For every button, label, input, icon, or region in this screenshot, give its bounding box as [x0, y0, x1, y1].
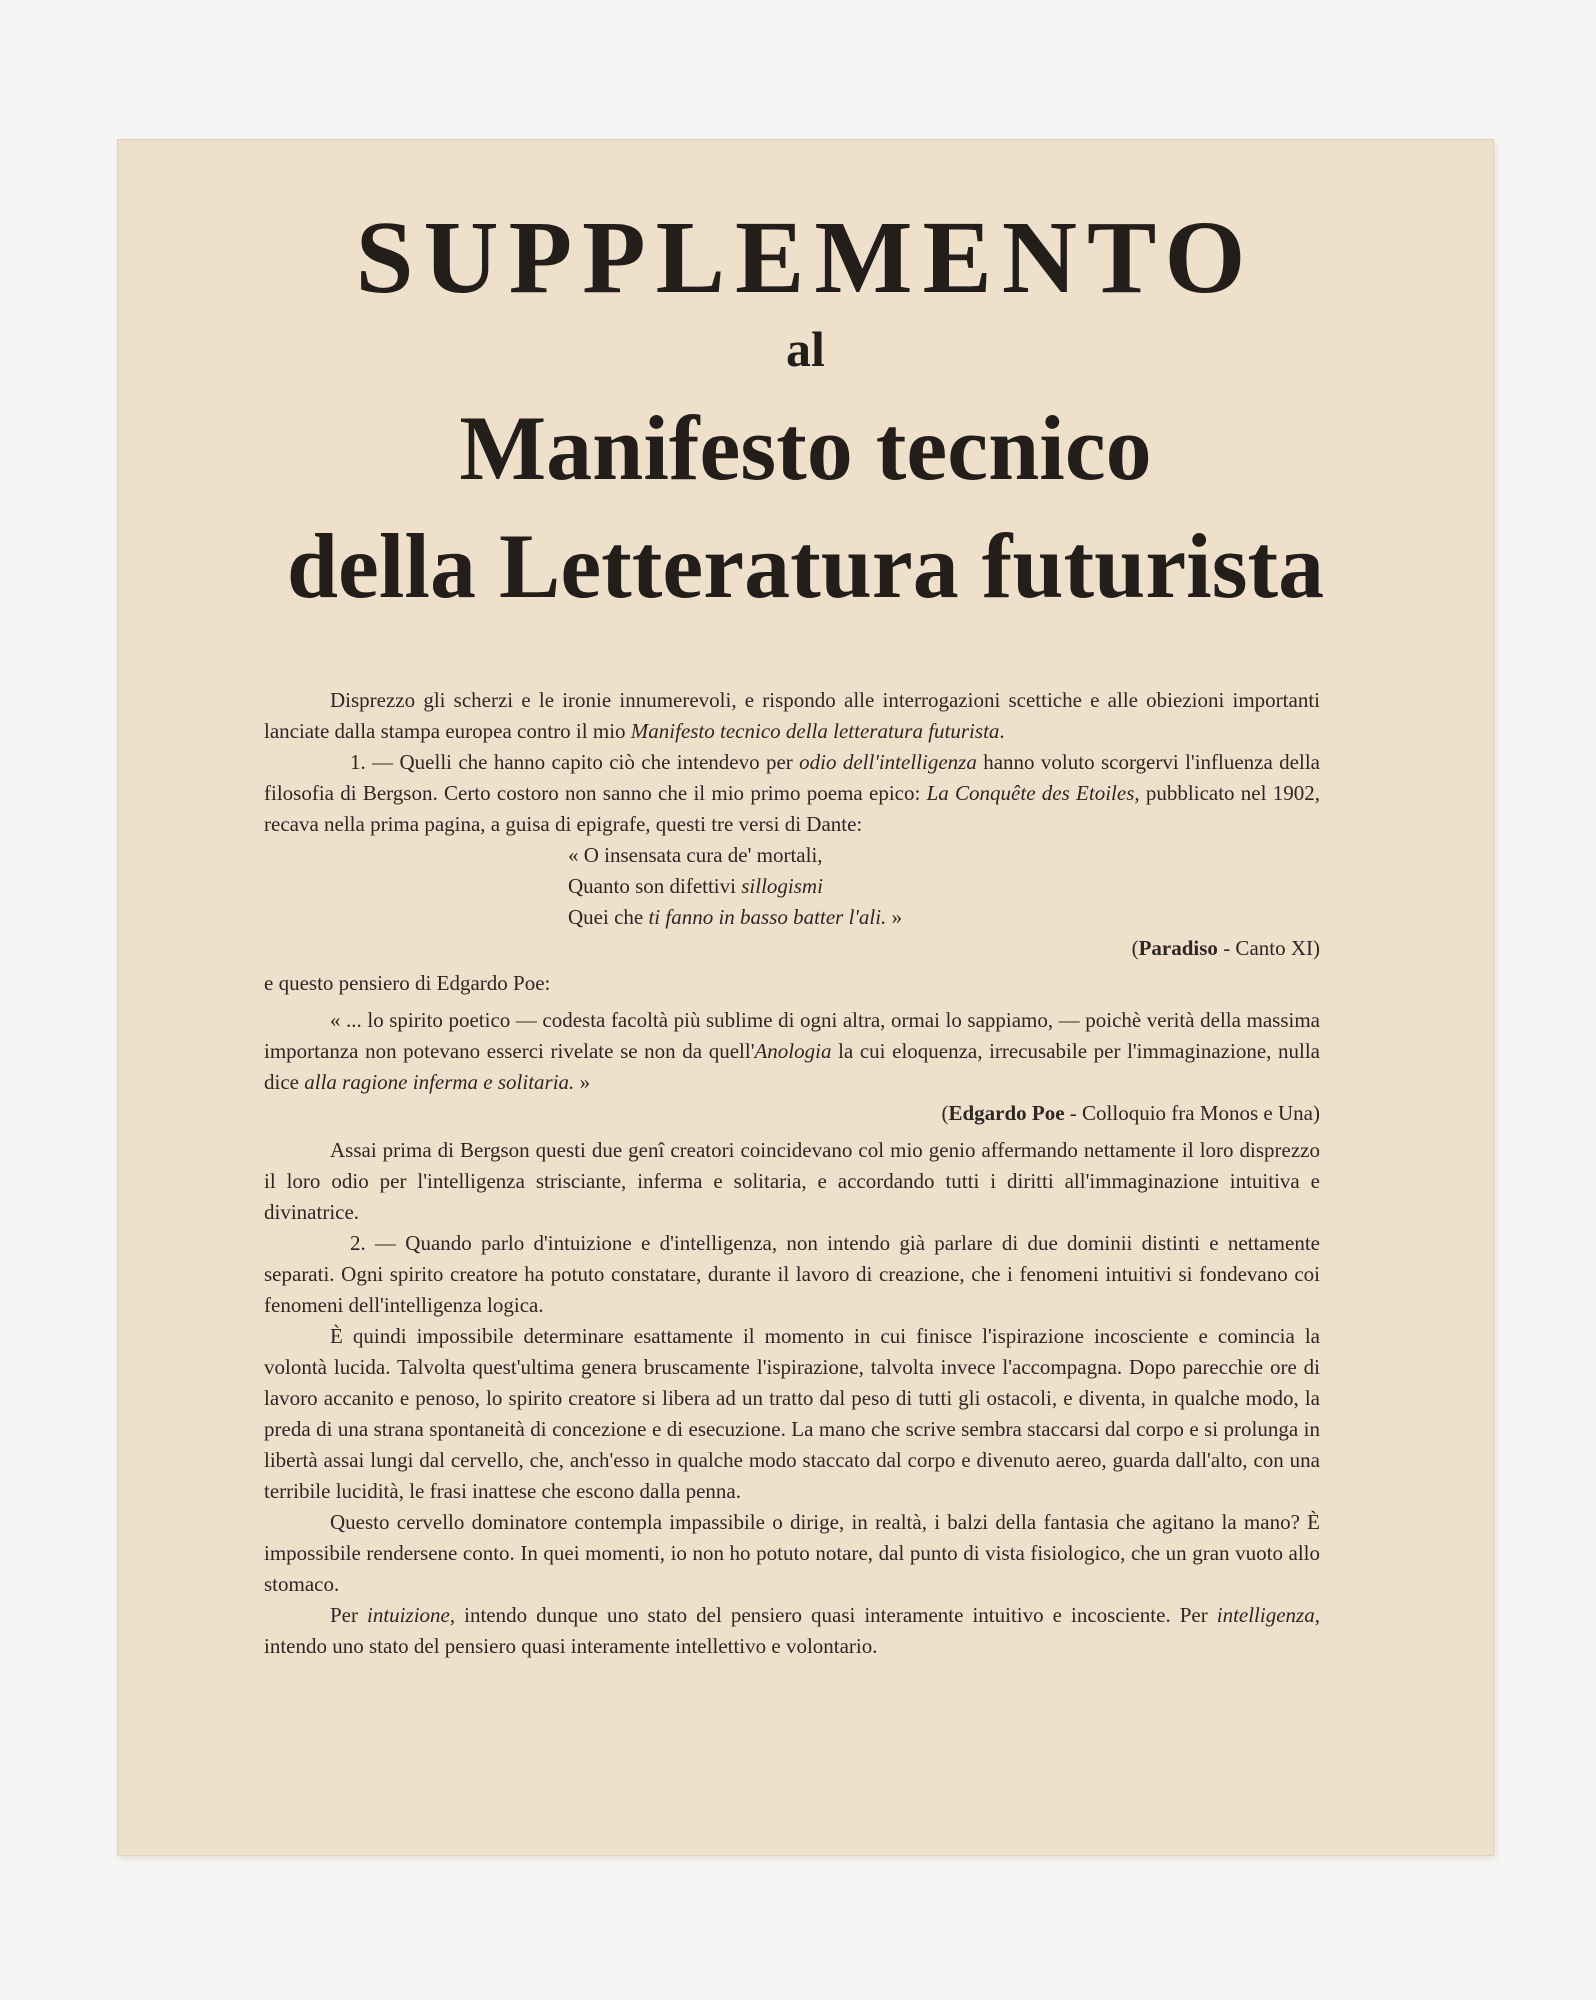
- definitions-paragraph: Per intuizione, intendo dunque uno stato del pensiero quasi interamente intuitivo e incosciente. Per intelligenza, intendo uno stato del pensiero quasi interamente intellettivo e volontario.: [264, 1603, 1320, 1658]
- bergson-paragraph: Assai prima di Bergson questi due genî creatori coincidevano col mio genio affermando nettamente il loro disprezzo il loro odio per l'intelligenza strisciante, inferma e solitaria, e accordando tutti i diritti all'immaginazione intuitiva e divinatrice.: [264, 1138, 1320, 1224]
- title-al: al: [786, 321, 825, 377]
- title-supplemento: SUPPLEMENTO: [355, 200, 1256, 315]
- dante-verse-line-1: « O insensata cura de' mortali,: [568, 843, 823, 867]
- body-text: [264, 685, 1320, 1662]
- dante-verse-line-2: Quanto son difettivi sillogismi: [568, 874, 823, 898]
- title-letteratura-futurista: della Letteratura futurista: [286, 515, 1325, 617]
- dante-verse-line-3: Quei che ti fanno in basso batter l'ali. »: [568, 905, 903, 929]
- poe-citation: (Edgardo Poe - Colloquio fra Monos e Una): [941, 1101, 1320, 1125]
- brain-paragraph: Questo cervello dominatore contempla impassibile o dirige, in realtà, i balzi della fantasia che agitano la mano? È impossibile rendersene conto. In quei momenti, io non ho potuto notare, dal punto di vista fisiologico, che un gran vuoto allo stomaco.: [264, 1510, 1320, 1596]
- inspiration-paragraph: È quindi impossibile determinare esattamente il momento in cui finisce l'ispirazione incosciente e comincia la volontà lucida. Talvolta quest'ultima genera bruscamente l'ispirazione, talvolta invece l'accompagna. Dopo parecchie ore di lavoro accanito e penoso, lo spirito creatore si libera ad un tratto dal peso di tutti gli ostacoli, e diventa, in qualche modo, la preda di una strana spontaneità di concezione e di esecuzione. La mano che scrive sembra staccarsi dal corpo e si prolunga in libertà assai lungi dal cervello, che, anch'esso in qualche modo staccato dal corpo e divenuto aereo, guarda dall'alto, con una terribile lucidità, le frasi inattese che escono dalla penna.: [264, 1324, 1320, 1503]
- point-2-paragraph: 2. — Quando parlo d'intuizione e d'intelligenza, non intendo già parlare di due dominii distinti e nettamente separati. Ogni spirito creatore ha potuto constatare, durante il lavoro di creazione, che i fenomeni intuitivi si fondevano coi fenomeni dell'intelligenza logica.: [264, 1231, 1320, 1317]
- poe-intro: e questo pensiero di Edgardo Poe:: [264, 971, 551, 995]
- manifesto-sheet: [118, 140, 1493, 1855]
- point-1-paragraph: 1. — Quelli che hanno capito ciò che intendevo per odio dell'intelligenza hanno voluto scorgervi l'influenza della filosofia di Bergson. Certo costoro non sanno che il mio primo poema epico: La Conquête des Etoiles, pubblicato nel 1902, recava nella prima pagina, a guisa di epigrafe, questi tre versi di Dante:: [264, 750, 1320, 836]
- intro-paragraph: Disprezzo gli scherzi e le ironie innumerevoli, e rispondo alle interrogazioni scettiche e alle obiezioni importanti lanciate dalla stampa europea contro il mio Manifesto tecnico della letteratura futurista.: [264, 688, 1320, 743]
- dante-citation: (Paradiso - Canto XI): [1131, 936, 1320, 960]
- title-manifesto-tecnico: Manifesto tecnico: [459, 397, 1152, 499]
- poe-quote: « ... lo spirito poetico — codesta facoltà più sublime di ogni altra, ormai lo sappiamo, — poichè verità della massima importanza non potevano esserci rivelate se non da quell'Anologia la cui eloquenza, irrecusabile per l'immaginazione, nulla dice alla ragione inferma e solitaria. »: [264, 1008, 1320, 1094]
